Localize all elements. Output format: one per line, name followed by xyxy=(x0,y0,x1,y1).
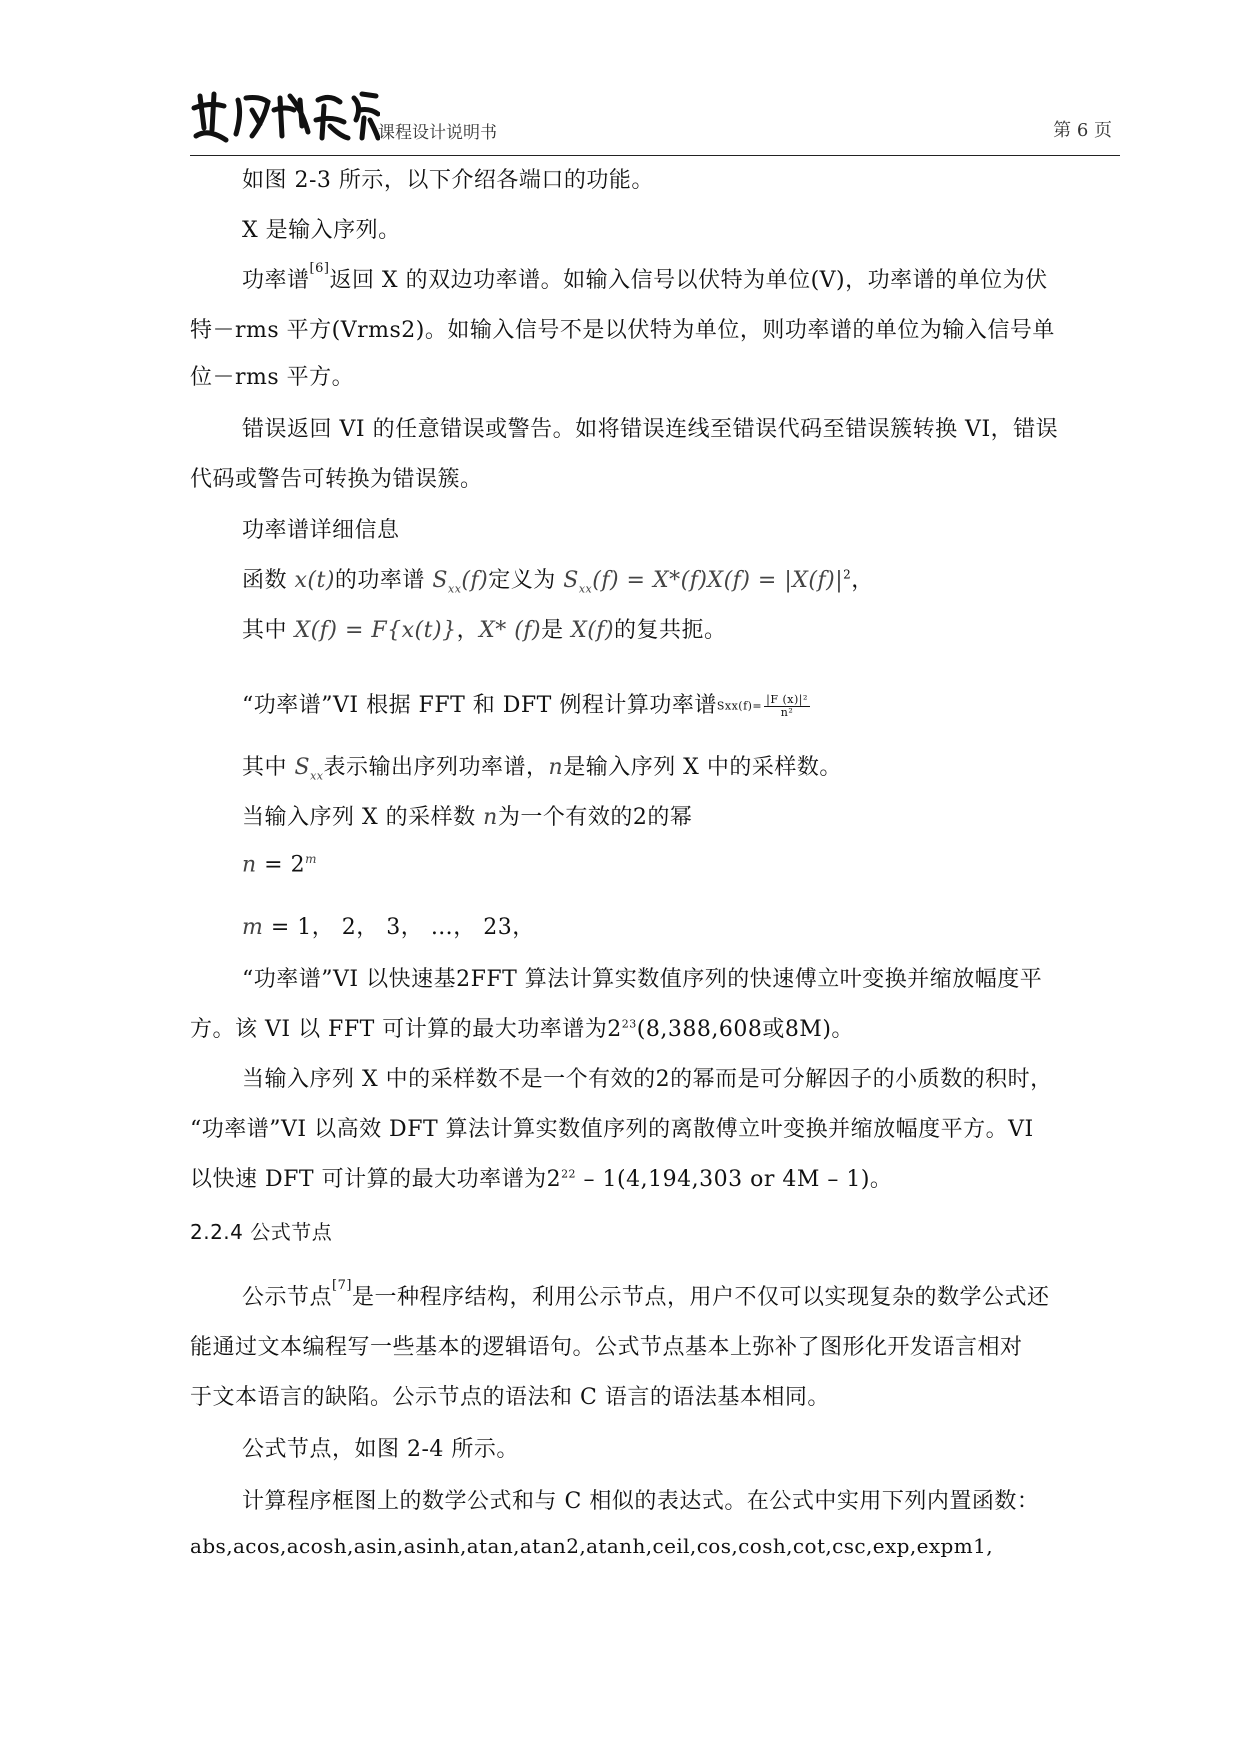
power-spectrum-fraction: $\frac{\text{|F (x)|²}}{\text{n²}}$ xyxy=(766,692,808,719)
paragraph-line: 其中 $S_{xx}$表示输出序列功率谱，n是输入序列 X 中的采样数。 xyxy=(242,755,842,783)
paragraph-line: 如图 2-3 所示，以下介绍各端口的功能。 xyxy=(242,168,654,193)
formula-line: 其中 X(f) = F{x(t)}，X* (f)是 X(f)的复共扼。 xyxy=(242,618,727,643)
paragraph-line: 公式节点，如图 2-4 所示。 xyxy=(242,1437,519,1462)
section-heading: 2.2.4 公式节点 xyxy=(190,1220,333,1244)
page-header xyxy=(190,80,1120,156)
paragraph-line: abs,acos,acosh,asin,asinh,atan,atan2,atanh,ceil,cos,cosh,cot,csc,exp,expm1, xyxy=(190,1534,993,1558)
paragraph-line: 位－rms 平方。 xyxy=(190,365,355,390)
citation-ref: [6] xyxy=(309,261,330,276)
paragraph-line: 错误返回 VI 的任意错误或警告。如将错误连线至错误代码至错误簇转换 VI，错误 xyxy=(242,417,1059,442)
document-type-title: 课程设计说明书 xyxy=(378,123,497,143)
formula-line: m = 1， 2， 3， …， 23， xyxy=(242,915,535,940)
paragraph-line: 以快速 DFT 可计算的最大功率谱为$2^{22} - 1(4,194,303$ or 4M – 1)。 xyxy=(190,1167,893,1192)
paragraph-line: 当输入序列 X 的采样数 n为一个有效的2的幂 xyxy=(242,805,693,830)
paragraph-line: 特－rms 平方(Vrms2)。如输入信号不是以伏特为单位，则功率谱的单位为输入信号单 xyxy=(190,318,1055,343)
school-logo-calligraphy xyxy=(190,80,380,150)
paragraph-line: 能通过文本编程写一些基本的逻辑语句。公式节点基本上弥补了图形化开发语言相对 xyxy=(190,1335,1023,1360)
paragraph-line: X 是输入序列。 xyxy=(242,218,401,243)
paragraph-line: 代码或警告可转换为错误簇。 xyxy=(190,467,483,492)
paragraph-line: “功率谱”VI 根据 FFT 和 DFT 例程计算功率谱Sxx(f)= $\frac{\text{|F (x)|²}}{\text{n²}}$ xyxy=(242,692,808,719)
page-number: 第 6 页 xyxy=(1053,120,1112,141)
paragraph-line: 功率谱[6]返回 X 的双边功率谱。如输入信号以伏特为单位(V)，功率谱的单位为伏 xyxy=(242,261,1048,293)
formula-line: 函数 x(t)的功率谱 $S_{xx}(f)$定义为 $S_{xx}(f) = X*(f)X(f) = |X(f)|^2$， xyxy=(242,567,874,596)
paragraph-line: 计算程序框图上的数学公式和与 C 相似的表达式。在公式中实用下列内置函数： xyxy=(242,1489,1040,1514)
paragraph-line: 公示节点[7]是一种程序结构，利用公示节点，用户不仅可以实现复杂的数学公式还 xyxy=(242,1278,1050,1310)
paragraph-line: 于文本语言的缺陷。公示节点的语法和 C 语言的语法基本相同。 xyxy=(190,1385,830,1410)
paragraph-line: 功率谱详细信息 xyxy=(242,518,400,543)
citation-ref: [7] xyxy=(332,1278,352,1293)
paragraph-line: 方。该 VI 以 FFT 可计算的最大功率谱为$2^{23}(8,388,608$或8M)。 xyxy=(190,1017,854,1042)
formula-line: $n = 2^m$ xyxy=(242,852,317,878)
paragraph-line: “功率谱”VI 以高效 DFT 算法计算实数值序列的离散傅立叶变换并缩放幅度平方。VI xyxy=(190,1117,1034,1142)
paragraph-line: “功率谱”VI 以快速基2FFT 算法计算实数值序列的快速傅立叶变换并缩放幅度平 xyxy=(242,967,1043,992)
paragraph-line: 当输入序列 X 中的采样数不是一个有效的2的幂而是可分解因子的小质数的积时， xyxy=(242,1067,1053,1092)
